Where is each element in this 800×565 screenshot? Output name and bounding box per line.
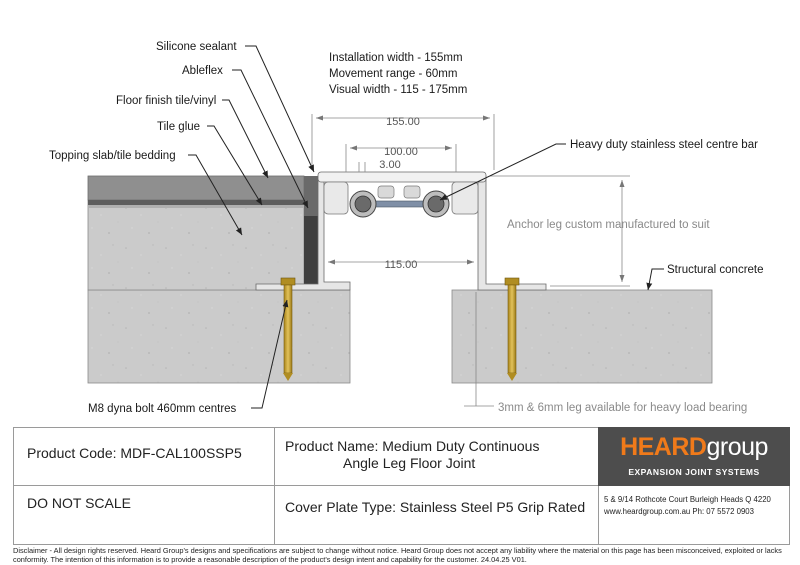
structural-slab-left <box>88 290 350 383</box>
cell-cover-plate <box>274 485 599 545</box>
product-name-line1: Product Name: Medium Duty Continuous <box>285 438 540 454</box>
title-block <box>13 427 790 545</box>
dimension-inner-value: 115.00 <box>384 259 418 271</box>
dimension-overall <box>312 114 494 170</box>
company-contact: www.heardgroup.com.au Ph: 07 5572 0903 <box>604 507 754 516</box>
structural-slab-right <box>452 290 712 383</box>
cover-plate: Cover Plate Type: Stainless Steel P5 Grip Rated <box>285 499 586 515</box>
dimension-overall-value: 155.00 <box>386 116 420 128</box>
spec-visual-width: Visual width - 115 - 175mm <box>329 84 468 96</box>
label-structural-concrete: Structural concrete <box>667 264 764 276</box>
company-address: 5 & 9/14 Rothcote Court Burleigh Heads Q 4220 <box>604 495 771 504</box>
do-not-scale: DO NOT SCALE <box>27 495 131 511</box>
floor-finish <box>88 176 304 208</box>
label-centre-bar: Heavy duty stainless steel centre bar <box>570 139 758 151</box>
cell-do-not-scale <box>13 485 275 545</box>
label-dyna-bolt: M8 dyna bolt 460mm centres <box>88 403 237 415</box>
product-code: Product Code: MDF-CAL100SSP5 <box>27 445 242 461</box>
product-name-line2: Angle Leg Floor Joint <box>343 455 476 471</box>
dimension-centre <box>346 144 456 172</box>
dimension-anchor-height <box>490 176 630 286</box>
callout-anchor-leg <box>507 219 710 231</box>
spec-movement-range: Movement range - 60mm <box>329 68 458 80</box>
disclaimer: Disclaimer - All design rights reserved. Heard Group's designs and specifications are subject to change without notice. Heard Group does not accept any liability where the material on this page has been misconceived, exploited or lacks conformity. The intention of this information is to provide a reasonable description of the product's design intent and capability for the customer. 24.04.25 V01. <box>13 546 782 565</box>
dimension-centre-value: 100.00 <box>384 146 418 158</box>
label-silicone-sealant: Silicone sealant <box>156 41 237 53</box>
cell-product-code <box>13 427 275 486</box>
spec-installation-width: Installation width - 155mm <box>329 52 463 64</box>
label-anchor-leg: Anchor leg custom manufactured to suit <box>507 219 710 231</box>
dimension-gap <box>359 159 401 172</box>
dimension-inner <box>328 259 474 271</box>
label-leg-note: 3mm & 6mm leg available for heavy load bearing <box>498 402 748 414</box>
dimension-gap-value: 3.00 <box>379 159 401 171</box>
label-tile-glue: Tile glue <box>157 121 201 133</box>
label-topping-slab: Topping slab/tile bedding <box>49 150 176 162</box>
callout-floor-finish <box>116 95 268 178</box>
logo-tagline: EXPANSION JOINT SYSTEMS <box>628 467 760 477</box>
logo-wordmark: HEARDgroup <box>620 433 768 461</box>
callout-centre-bar <box>440 139 758 200</box>
label-floor-finish: Floor finish tile/vinyl <box>116 95 217 107</box>
label-ableflex: Ableflex <box>182 65 223 77</box>
topping-slab <box>88 200 304 290</box>
cell-product-name <box>274 427 599 486</box>
callout-structural-concrete <box>648 264 764 290</box>
company-logo <box>598 427 790 486</box>
